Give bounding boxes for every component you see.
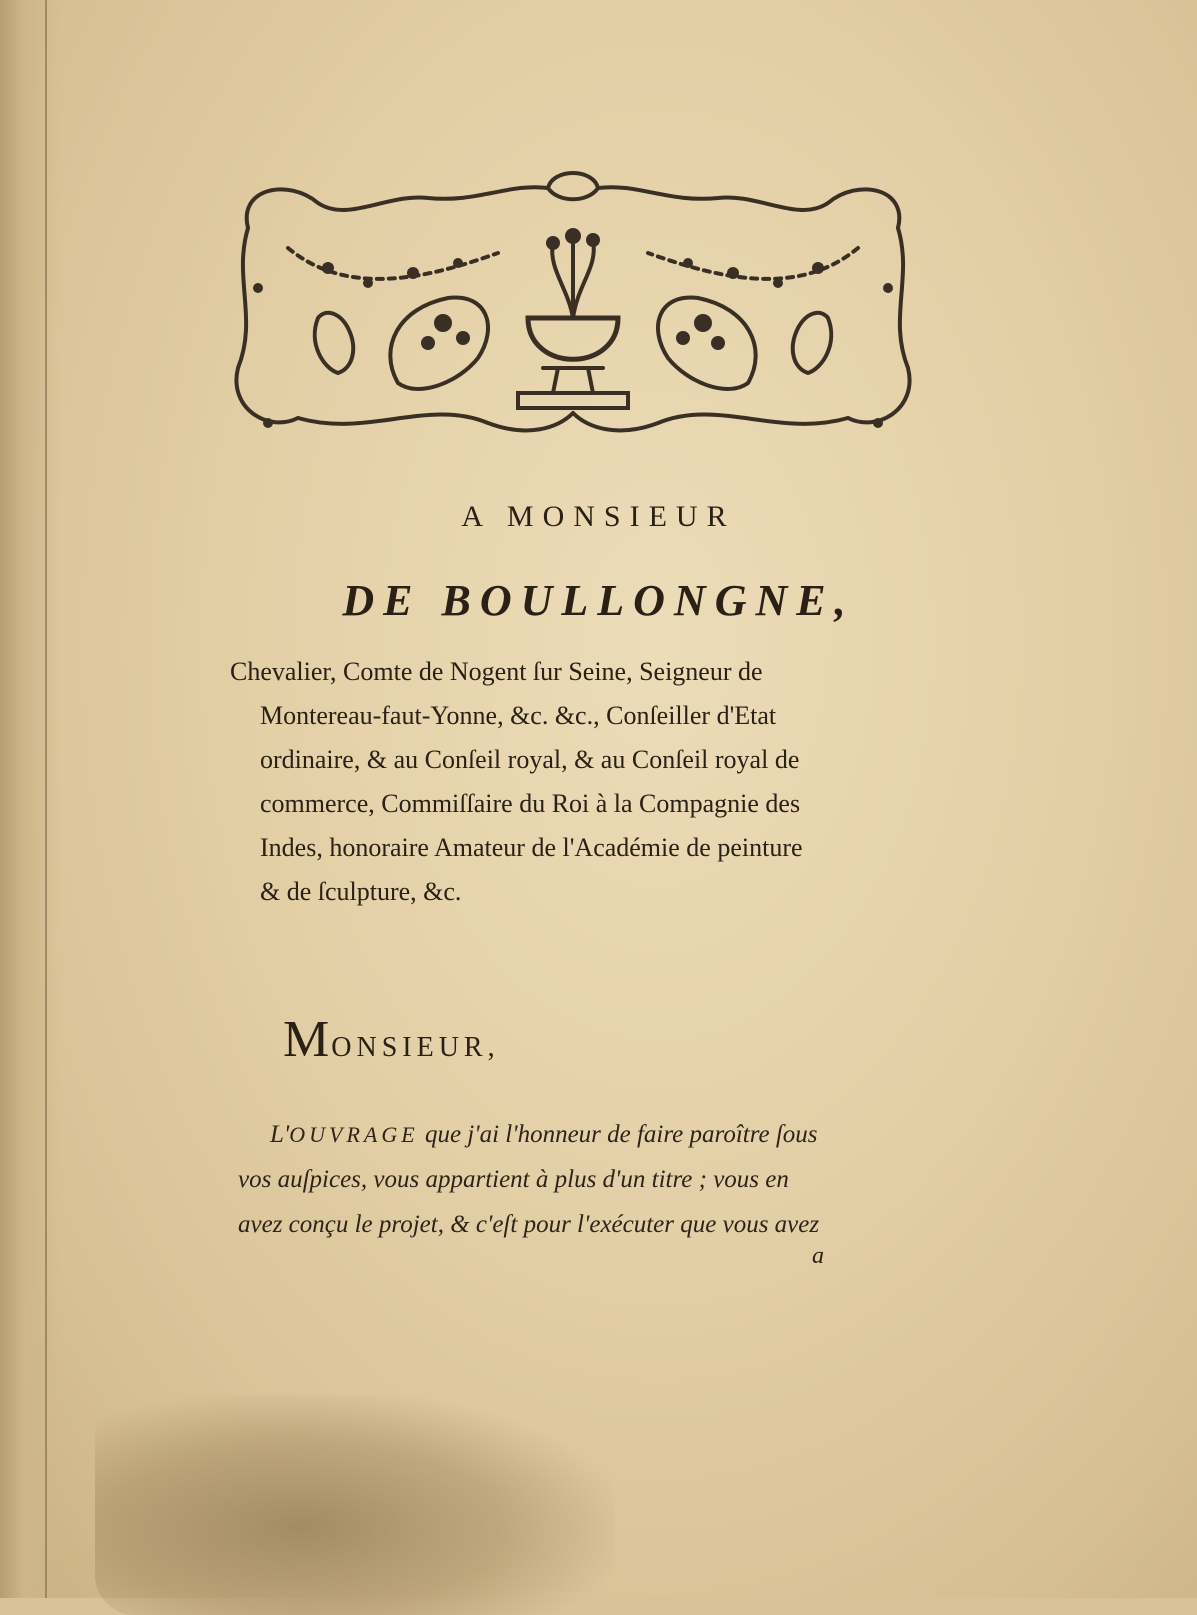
- title-line: Indes, honoraire Amateur de l'Académie de peinture: [260, 833, 803, 862]
- body-prefix: L': [270, 1121, 290, 1148]
- gutter-edge: [45, 0, 47, 1598]
- title-line: commerce, Commiſſaire du Roi à la Compagnie des: [260, 789, 801, 818]
- letter-body: [238, 1112, 938, 1247]
- dedicatee-name: DE BOULLONGNE,: [342, 576, 855, 625]
- salutation-rest: ONSIEUR,: [331, 1032, 500, 1063]
- signature-mark: a: [812, 1243, 824, 1269]
- body-line: vos auſpices, vous appartient à plus d'un titre ; vous en: [238, 1166, 789, 1193]
- title-line: ordinaire, & au Conſeil royal, & au Conſeil royal de: [260, 745, 800, 774]
- gutter-shadow: [0, 0, 60, 1598]
- title-line: Montereau-faut-Yonne, &c. &c., Conſeiller d'Etat: [260, 701, 777, 730]
- salutation: [283, 1010, 500, 1069]
- dedication-heading: A MONSIEUR: [461, 500, 736, 533]
- body-line: [238, 1112, 938, 1157]
- dedicatee-titles: [230, 650, 930, 914]
- shadow-blot: [95, 1395, 615, 1615]
- title-line: Chevalier, Comte de Nogent ſur Seine, Seigneur de: [230, 657, 763, 686]
- body-small-caps: OUVRAGE: [289, 1122, 419, 1147]
- salutation-initial: M: [283, 1011, 332, 1068]
- title-line: & de ſculpture, &c.: [260, 877, 462, 906]
- body-line: avez conçu le projet, & c'eſt pour l'exécuter que vous avez: [238, 1211, 820, 1238]
- floral-vignette-icon: [228, 168, 918, 458]
- body-line-rest: que j'ai l'honneur de faire paroître ſous: [418, 1121, 818, 1148]
